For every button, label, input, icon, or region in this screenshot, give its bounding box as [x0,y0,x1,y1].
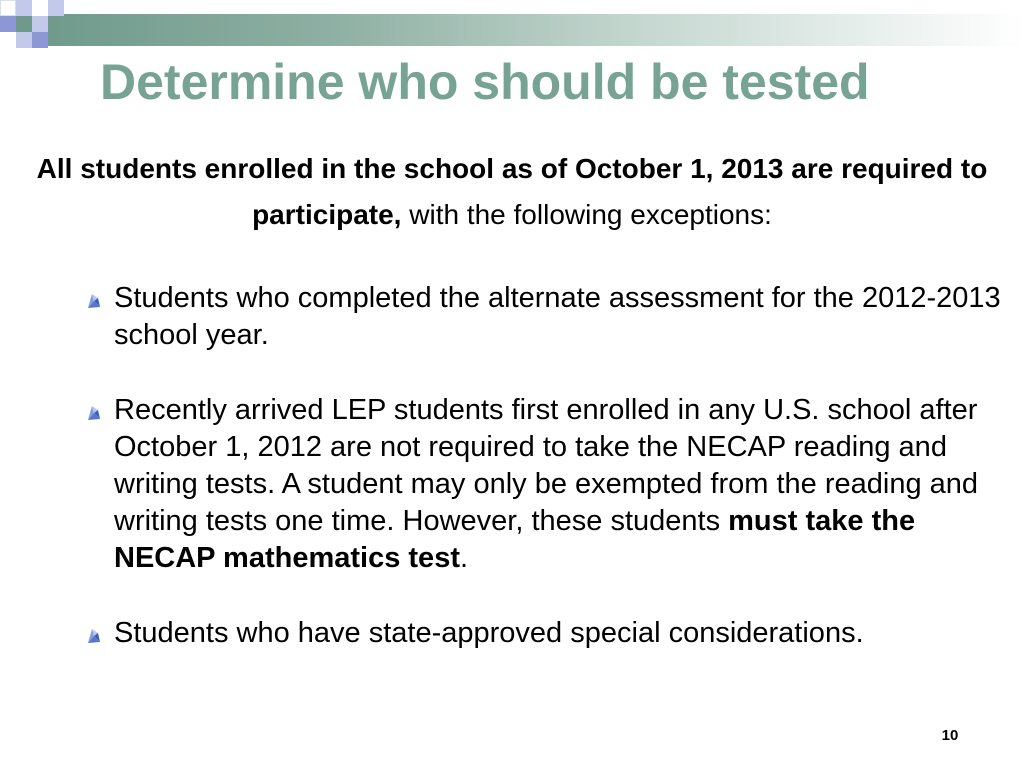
bullet-text: Recently arrived LEP students first enrolled in any U.S. school after October 1, 2012 are not required to take the NECAP reading and writing tests. A student may only be exempted from the reading and writing tests one time. However, these students [114,394,979,537]
arrow-bullet-icon [86,290,104,310]
decor-square [32,16,48,32]
intro-regular-text: with the following exceptions: [401,199,772,230]
bullet-bold-text: must take the NECAP mathematics test [114,505,916,574]
header-gradient-bar [40,14,1024,46]
intro-bold-text: All students enrolled in the school as of October 1, 2013 are required to participate, [36,153,988,230]
decor-square [16,32,32,48]
decor-square [16,0,32,16]
page-number: 10 [941,727,959,744]
decor-square [48,0,64,16]
list-item [86,280,1010,354]
list-item [86,392,1010,577]
bullet-text: Students who completed the alternate assessment for the 2012-2013 school year. [114,282,1001,351]
decor-square [32,32,48,48]
arrow-bullet-icon [86,625,104,645]
decor-square [0,16,16,32]
intro-paragraph [14,146,1010,238]
decor-square [0,0,16,16]
exceptions-list [86,280,1010,652]
list-item [86,615,1010,652]
decor-square [16,16,32,32]
slide-title: Determine who should be tested [100,54,870,110]
bullet-text: Students who have state-approved special considerations. [114,617,864,649]
decor-square [32,0,48,16]
arrow-bullet-icon [86,402,104,422]
checker-squares-decoration [0,0,64,56]
decor-square [0,32,16,48]
bullet-trailing-text: . [459,542,469,574]
